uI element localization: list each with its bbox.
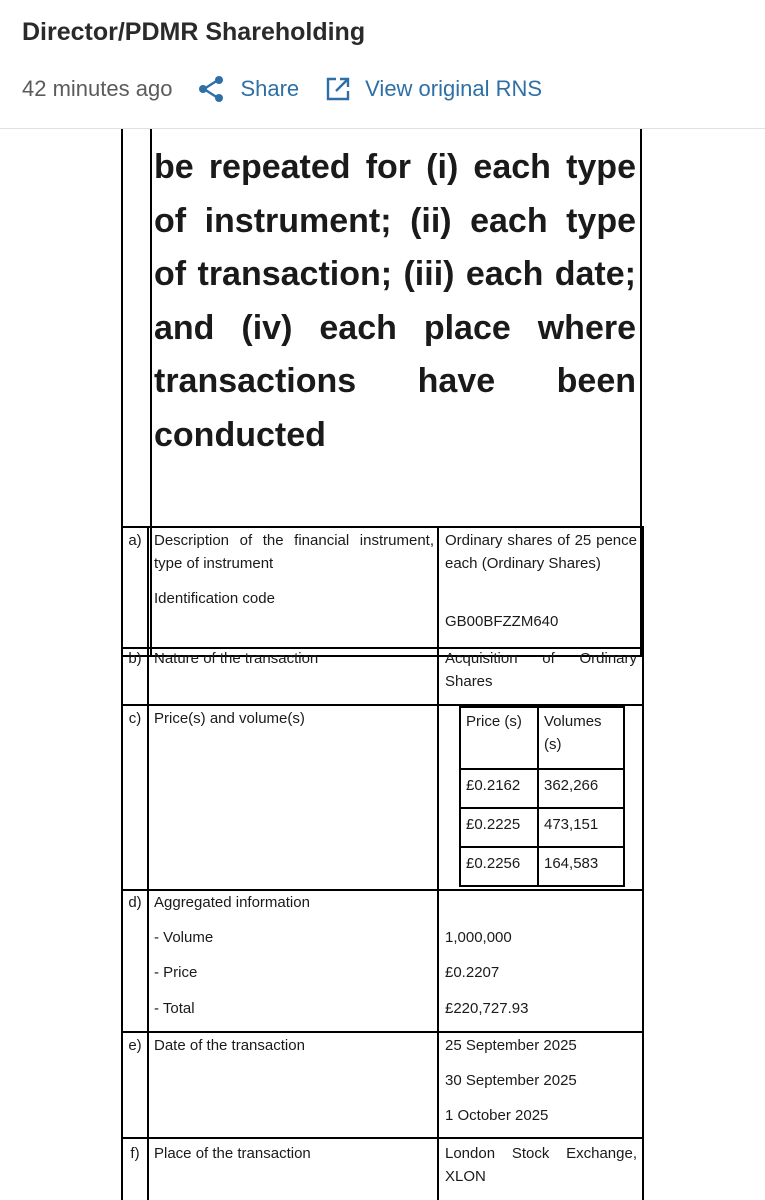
transaction-date-value: 1 October 2025 bbox=[445, 1107, 549, 1124]
app-header bbox=[0, 0, 765, 129]
aggregated-info-label: Aggregated information bbox=[154, 894, 310, 911]
aggregated-price-label: - Price bbox=[154, 964, 198, 981]
col-divider bbox=[147, 526, 149, 1200]
rns-document bbox=[0, 129, 765, 1200]
col-divider bbox=[437, 526, 439, 1200]
transaction-place-label: Place of the transaction bbox=[154, 1145, 311, 1162]
identification-code-label: Identification code bbox=[154, 590, 275, 607]
share-label: Share bbox=[240, 76, 300, 101]
view-original-rns-link[interactable] bbox=[325, 76, 542, 102]
volume-header: Volumes (s) bbox=[538, 707, 624, 769]
row-label-d: d) bbox=[128, 894, 142, 911]
view-original-rns-label: View original RNS bbox=[365, 76, 543, 101]
price-header: Price (s) bbox=[460, 707, 538, 769]
share-button[interactable] bbox=[198, 75, 299, 103]
transaction-table bbox=[0, 129, 765, 1200]
aggregated-total-label: - Total bbox=[154, 1000, 195, 1017]
instruction-text: be repeated for (i) each type of instrument; (ii) each type of transaction; (iii) each date; and (iv) each place where transactions have been conducted bbox=[154, 148, 636, 454]
transaction-place-value: London Stock Exchange, XLON bbox=[445, 1145, 637, 1185]
price-cell: £0.2162 bbox=[460, 769, 538, 808]
price-volume-label: Price(s) and volume(s) bbox=[154, 710, 305, 727]
row-label-b: b) bbox=[128, 650, 142, 667]
row-divider bbox=[121, 1137, 644, 1139]
aggregated-volume-value: 1,000,000 bbox=[445, 929, 512, 946]
price-volume-table bbox=[459, 706, 625, 887]
row-label-a: a) bbox=[128, 532, 142, 549]
aggregated-volume-label: - Volume bbox=[154, 929, 214, 946]
price-cell: £0.2256 bbox=[460, 847, 538, 886]
transaction-date-value: 30 September 2025 bbox=[445, 1072, 577, 1089]
row-label-f: f) bbox=[130, 1145, 140, 1162]
row-label-e: e) bbox=[128, 1037, 142, 1054]
row-divider bbox=[121, 1031, 644, 1033]
col-divider bbox=[121, 526, 123, 1200]
external-link-icon bbox=[325, 76, 351, 102]
instrument-description-value: Ordinary shares of 25 pence each (Ordinary Shares) bbox=[445, 532, 637, 572]
transaction-nature-value: Acquisition of Ordinary Shares bbox=[445, 650, 637, 690]
volume-cell: 473,151 bbox=[538, 808, 624, 847]
page-title: Director/PDMR Shareholding bbox=[22, 18, 366, 46]
volume-cell: 164,583 bbox=[538, 847, 624, 886]
row-label-c: c) bbox=[128, 710, 142, 727]
transaction-date-value: 25 September 2025 bbox=[445, 1037, 577, 1054]
aggregated-price-value: £0.2207 bbox=[445, 964, 500, 981]
transaction-nature-label: Nature of the transaction bbox=[154, 650, 319, 667]
timestamp: 42 minutes ago bbox=[22, 76, 173, 101]
price-cell: £0.2225 bbox=[460, 808, 538, 847]
row-divider bbox=[121, 526, 644, 528]
instrument-description-label: Description of the financial instrument, type of instrument bbox=[154, 532, 434, 572]
share-icon bbox=[198, 75, 224, 103]
transaction-date-label: Date of the transaction bbox=[154, 1037, 305, 1054]
aggregated-total-value: £220,727.93 bbox=[445, 1000, 529, 1017]
identification-code-value: GB00BFZZM640 bbox=[445, 613, 559, 630]
volume-cell: 362,266 bbox=[538, 769, 624, 808]
meta-row bbox=[22, 72, 542, 106]
col-divider bbox=[642, 526, 644, 1200]
